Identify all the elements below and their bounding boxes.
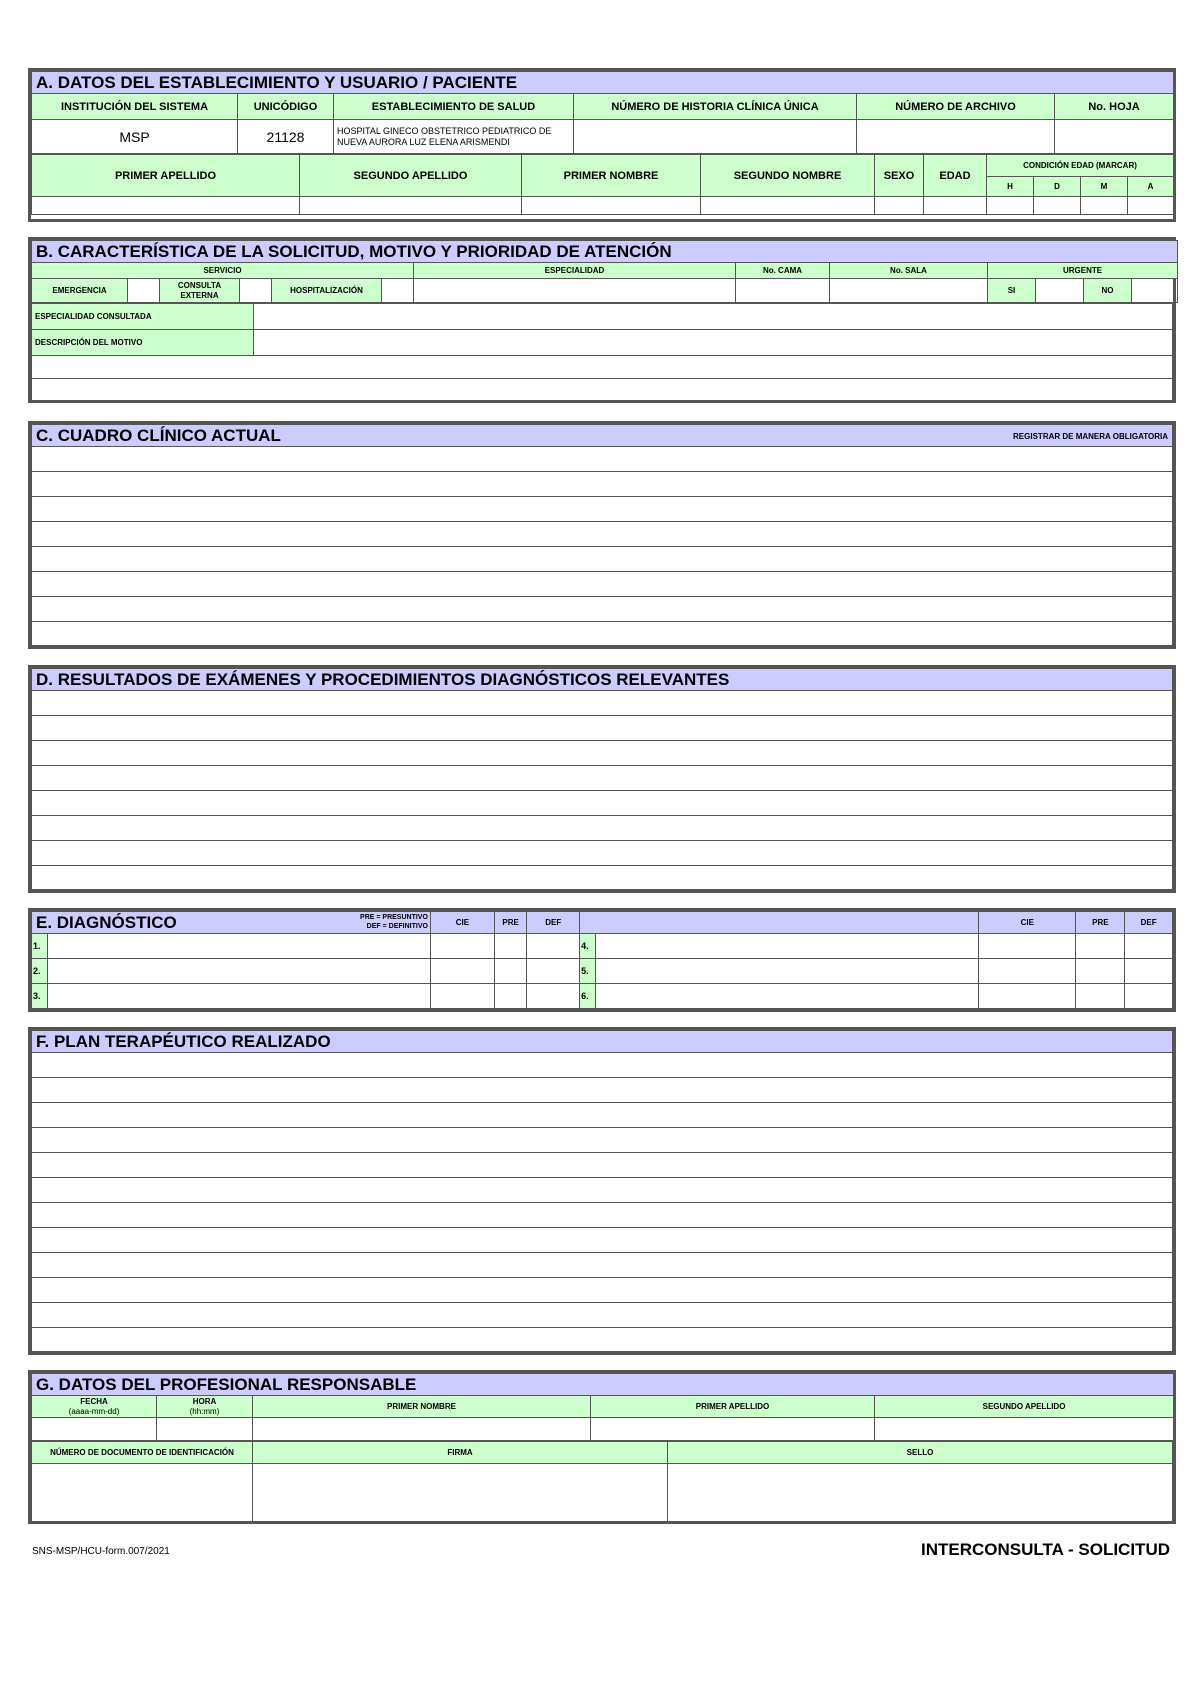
- pre-checkbox[interactable]: [1076, 984, 1125, 1009]
- plan-line[interactable]: [32, 1178, 1173, 1203]
- plan-line[interactable]: [32, 1203, 1173, 1228]
- no-sala-field[interactable]: [830, 279, 988, 303]
- motivo-line[interactable]: [32, 379, 1173, 402]
- resultados-line[interactable]: [32, 816, 1173, 841]
- profesional-segundo-apellido-field[interactable]: [875, 1418, 1174, 1441]
- sello-field[interactable]: [668, 1464, 1173, 1523]
- unicodigo-value[interactable]: 21128: [238, 120, 334, 154]
- header-servicio: SERVICIO: [32, 263, 414, 279]
- documento-identificacion-field[interactable]: [32, 1464, 253, 1523]
- pre-checkbox[interactable]: [494, 984, 526, 1009]
- plan-line[interactable]: [32, 1053, 1173, 1078]
- header-historia-clinica: NÚMERO DE HISTORIA CLÍNICA ÚNICA: [574, 94, 857, 120]
- header-no-hoja: No. HOJA: [1055, 94, 1174, 120]
- edad-option-m: M: [1081, 177, 1128, 197]
- servicio-hospitalizacion-checkbox[interactable]: [382, 279, 414, 303]
- section-b-title: B. CARACTERÍSTICA DE LA SOLICITUD, MOTIVO Y PRIORIDAD DE ATENCIÓN: [32, 241, 1178, 263]
- header-firma: FIRMA: [253, 1442, 668, 1464]
- diagnostico-field[interactable]: [596, 959, 979, 984]
- descripcion-motivo-field[interactable]: [254, 330, 1173, 356]
- section-c-note: REGISTRAR DE MANERA OBLIGATORIA: [1013, 431, 1168, 441]
- especialidad-field[interactable]: [414, 279, 736, 303]
- header-condicion-edad: CONDICIÓN EDAD (MARCAR): [987, 155, 1174, 177]
- urgente-si-checkbox[interactable]: [1036, 279, 1084, 303]
- descripcion-motivo-label: DESCRIPCIÓN DEL MOTIVO: [32, 330, 254, 356]
- diagnostico-number: 1.: [32, 934, 48, 959]
- legend-presuntivo: PRE = PRESUNTIVO: [360, 914, 428, 921]
- fecha-label: FECHA: [80, 1396, 108, 1406]
- header-institucion: INSTITUCIÓN DEL SISTEMA: [32, 94, 238, 120]
- no-cama-field[interactable]: [736, 279, 830, 303]
- pre-checkbox[interactable]: [1076, 959, 1125, 984]
- resultados-line[interactable]: [32, 716, 1173, 741]
- header-profesional-primer-nombre: PRIMER NOMBRE: [253, 1396, 591, 1418]
- plan-line[interactable]: [32, 1328, 1173, 1352]
- section-b: [28, 237, 1176, 403]
- edad-option-h: H: [987, 177, 1034, 197]
- header-pre-left: PRE: [494, 912, 526, 934]
- header-establecimiento: ESTABLECIMIENTO DE SALUD: [334, 94, 574, 120]
- primer-nombre-field[interactable]: [522, 197, 701, 215]
- header-cie-right: CIE: [979, 912, 1076, 934]
- header-documento-identificacion: NÚMERO DE DOCUMENTO DE IDENTIFICACIÓN: [32, 1442, 253, 1464]
- servicio-hospitalizacion-label: HOSPITALIZACIÓN: [272, 279, 382, 303]
- diagnostico-field[interactable]: [48, 934, 431, 959]
- sexo-field[interactable]: [875, 197, 924, 215]
- def-checkbox[interactable]: [527, 934, 580, 959]
- edad-m-checkbox[interactable]: [1081, 197, 1128, 215]
- cuadro-clinico-line[interactable]: [32, 472, 1173, 497]
- cuadro-clinico-line[interactable]: [32, 597, 1173, 622]
- edad-a-checkbox[interactable]: [1128, 197, 1174, 215]
- section-d-title: D. RESULTADOS DE EXÁMENES Y PROCEDIMIENTOS DIAGNÓSTICOS RELEVANTES: [32, 669, 1173, 691]
- header-def-right: DEF: [1125, 912, 1173, 934]
- no-hoja-field[interactable]: [1055, 120, 1174, 154]
- header-unicodigo: UNICÓDIGO: [238, 94, 334, 120]
- cie-field[interactable]: [979, 984, 1076, 1009]
- header-sello: SELLO: [668, 1442, 1173, 1464]
- resultados-line[interactable]: [32, 791, 1173, 816]
- especialidad-consultada-field[interactable]: [254, 304, 1173, 330]
- def-checkbox[interactable]: [1125, 934, 1173, 959]
- plan-line[interactable]: [32, 1278, 1173, 1303]
- diagnostico-number: 5.: [580, 959, 596, 984]
- section-d: [28, 665, 1176, 893]
- servicio-consulta-externa-checkbox[interactable]: [240, 279, 272, 303]
- header-urgente: URGENTE: [988, 263, 1178, 279]
- motivo-line[interactable]: [32, 356, 1173, 379]
- segundo-nombre-field[interactable]: [701, 197, 875, 215]
- section-c: [28, 421, 1176, 649]
- legend-definitivo: DEF = DEFINITIVO: [366, 923, 428, 930]
- cie-field[interactable]: [430, 984, 494, 1009]
- header-hora: [157, 1396, 253, 1418]
- edad-option-a: A: [1128, 177, 1174, 197]
- profesional-primer-apellido-field[interactable]: [591, 1418, 875, 1441]
- resultados-line[interactable]: [32, 866, 1173, 890]
- urgente-no-checkbox[interactable]: [1132, 279, 1178, 303]
- urgente-si-label: SI: [988, 279, 1036, 303]
- header-no-cama: No. CAMA: [736, 263, 830, 279]
- plan-line[interactable]: [32, 1103, 1173, 1128]
- plan-line[interactable]: [32, 1078, 1173, 1103]
- institucion-value[interactable]: MSP: [32, 120, 238, 154]
- diagnostico-field[interactable]: [48, 984, 431, 1009]
- section-c-title: C. CUADRO CLÍNICO ACTUAL: [36, 425, 281, 445]
- header-edad: EDAD: [924, 155, 987, 197]
- diagnostico-number: 6.: [580, 984, 596, 1009]
- form-code: SNS-MSP/HCU-form.007/2021: [32, 1546, 170, 1557]
- def-checkbox[interactable]: [1125, 959, 1173, 984]
- cuadro-clinico-line[interactable]: [32, 547, 1173, 572]
- hora-label: HORA: [192, 1396, 217, 1406]
- resultados-line[interactable]: [32, 841, 1173, 866]
- plan-line[interactable]: [32, 1253, 1173, 1278]
- plan-line[interactable]: [32, 1303, 1173, 1328]
- section-e-title: E. DIAGNÓSTICO: [36, 912, 177, 932]
- header-primer-nombre: PRIMER NOMBRE: [522, 155, 701, 197]
- cuadro-clinico-line[interactable]: [32, 622, 1173, 646]
- header-sexo: SEXO: [875, 155, 924, 197]
- plan-line[interactable]: [32, 1128, 1173, 1153]
- diagnostico-field[interactable]: [596, 984, 979, 1009]
- edad-d-checkbox[interactable]: [1034, 197, 1081, 215]
- header-pre-right: PRE: [1076, 912, 1125, 934]
- diagnostico-field[interactable]: [48, 959, 431, 984]
- numero-archivo-field[interactable]: [857, 120, 1055, 154]
- section-g-title: G. DATOS DEL PROFESIONAL RESPONSABLE: [32, 1374, 1174, 1396]
- servicio-consulta-externa-label: CONSULTA EXTERNA: [160, 279, 240, 303]
- header-fecha: [32, 1396, 157, 1418]
- segundo-apellido-field[interactable]: [300, 197, 522, 215]
- resultados-line[interactable]: [32, 741, 1173, 766]
- edad-option-d: D: [1034, 177, 1081, 197]
- def-checkbox[interactable]: [527, 959, 580, 984]
- diagnostico-number: 2.: [32, 959, 48, 984]
- cuadro-clinico-line[interactable]: [32, 572, 1173, 597]
- cuadro-clinico-line[interactable]: [32, 522, 1173, 547]
- edad-h-checkbox[interactable]: [987, 197, 1034, 215]
- pre-checkbox[interactable]: [1076, 934, 1125, 959]
- urgente-no-label: NO: [1084, 279, 1132, 303]
- hora-format: (hh:mm): [189, 1406, 220, 1416]
- fecha-field[interactable]: [32, 1418, 157, 1441]
- header-profesional-primer-apellido: PRIMER APELLIDO: [591, 1396, 875, 1418]
- servicio-emergencia-label: EMERGENCIA: [32, 279, 128, 303]
- cie-field[interactable]: [979, 959, 1076, 984]
- header-segundo-apellido: SEGUNDO APELLIDO: [300, 155, 522, 197]
- header-no-sala: No. SALA: [830, 263, 988, 279]
- section-a: [28, 68, 1176, 222]
- cuadro-clinico-line[interactable]: [32, 497, 1173, 522]
- firma-field[interactable]: [253, 1464, 668, 1523]
- hora-field[interactable]: [157, 1418, 253, 1441]
- form-name: INTERCONSULTA - SOLICITUD: [921, 1540, 1170, 1559]
- header-primer-apellido: PRIMER APELLIDO: [32, 155, 300, 197]
- def-checkbox[interactable]: [527, 984, 580, 1009]
- section-e: [28, 908, 1176, 1012]
- cie-field[interactable]: [979, 934, 1076, 959]
- fecha-format: (aaaa-mm-dd): [68, 1406, 120, 1416]
- historia-clinica-field[interactable]: [574, 120, 857, 154]
- diagnostico-number: 4.: [580, 934, 596, 959]
- section-g: [28, 1370, 1176, 1524]
- cie-field[interactable]: [430, 959, 494, 984]
- resultados-line[interactable]: [32, 691, 1173, 716]
- diagnostico-number: 3.: [32, 984, 48, 1009]
- header-def-left: DEF: [527, 912, 580, 934]
- pre-checkbox[interactable]: [494, 959, 526, 984]
- servicio-emergencia-checkbox[interactable]: [128, 279, 160, 303]
- profesional-primer-nombre-field[interactable]: [253, 1418, 591, 1441]
- cie-field[interactable]: [430, 934, 494, 959]
- pre-checkbox[interactable]: [494, 934, 526, 959]
- diagnostico-field[interactable]: [596, 934, 979, 959]
- section-f: [28, 1027, 1176, 1355]
- edad-field[interactable]: [924, 197, 987, 215]
- cuadro-clinico-line[interactable]: [32, 447, 1173, 472]
- section-a-title: A. DATOS DEL ESTABLECIMIENTO Y USUARIO / PACIENTE: [32, 72, 1174, 94]
- header-profesional-segundo-apellido: SEGUNDO APELLIDO: [875, 1396, 1174, 1418]
- establecimiento-value[interactable]: HOSPITAL GINECO OBSTETRICO PEDIATRICO DE NUEVA AURORA LUZ ELENA ARISMENDI: [334, 120, 574, 154]
- plan-line[interactable]: [32, 1228, 1173, 1253]
- def-checkbox[interactable]: [1125, 984, 1173, 1009]
- section-f-title: F. PLAN TERAPÉUTICO REALIZADO: [32, 1031, 1173, 1053]
- plan-line[interactable]: [32, 1153, 1173, 1178]
- header-numero-archivo: NÚMERO DE ARCHIVO: [857, 94, 1055, 120]
- primer-apellido-field[interactable]: [32, 197, 300, 215]
- resultados-line[interactable]: [32, 766, 1173, 791]
- header-cie-left: CIE: [430, 912, 494, 934]
- header-especialidad: ESPECIALIDAD: [414, 263, 736, 279]
- especialidad-consultada-label: ESPECIALIDAD CONSULTADA: [32, 304, 254, 330]
- header-segundo-nombre: SEGUNDO NOMBRE: [701, 155, 875, 197]
